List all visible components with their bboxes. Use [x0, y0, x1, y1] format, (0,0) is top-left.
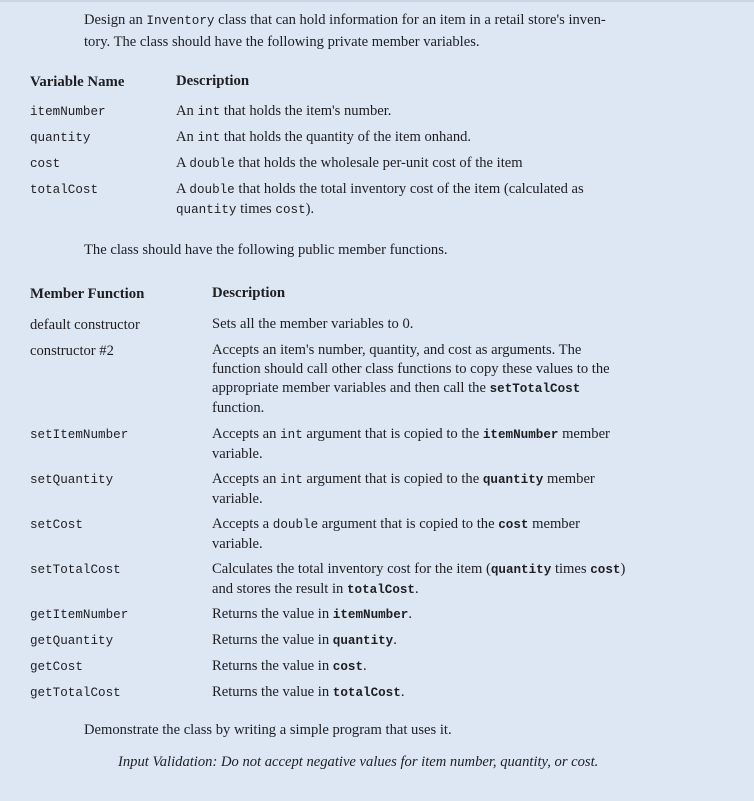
function-name: setTotalCost — [30, 563, 121, 577]
header-variable-name: Variable Name — [30, 74, 125, 90]
function-name: getQuantity — [30, 634, 114, 648]
function-description: Accepts a double argument that is copied to the cost member variable. — [212, 516, 580, 552]
demonstrate-text: Demonstrate the class by writing a simple program that uses it. — [84, 722, 452, 738]
function-name: setCost — [30, 518, 83, 532]
variable-description: An int that holds the quantity of the item onhand. — [176, 129, 472, 145]
function-description: Calculates the total inventory cost for the item (quantity times cost) and stores the result in totalCost. — [212, 561, 626, 597]
intro-paragraph — [84, 10, 704, 53]
variable-description: A double that holds the wholesale per-unit cost of the item — [176, 155, 523, 171]
top-rule — [0, 0, 754, 2]
variable-name: totalCost — [30, 183, 99, 197]
function-description: Accepts an int argument that is copied to the quantity member variable. — [212, 471, 595, 507]
function-description: Accepts an int argument that is copied to the itemNumber member variable. — [212, 426, 610, 462]
function-description: Returns the value in totalCost. — [212, 684, 405, 700]
intro-text-2: class that can hold information for an item in a retail store's inven- — [214, 12, 606, 28]
function-description: Returns the value in quantity. — [212, 632, 397, 648]
function-name: constructor #2 — [30, 343, 114, 359]
function-name: setItemNumber — [30, 428, 129, 442]
function-name: default constructor — [30, 317, 140, 333]
variable-name: cost — [30, 157, 61, 171]
function-name: getTotalCost — [30, 686, 121, 700]
intro-text-3: tory. The class should have the following private member variables. — [84, 34, 480, 50]
intro-text-1: Design an — [84, 12, 147, 28]
variable-name: quantity — [30, 131, 91, 145]
function-description: Sets all the member variables to 0. — [212, 316, 414, 332]
function-name: getItemNumber — [30, 608, 129, 622]
function-name: setQuantity — [30, 473, 114, 487]
header-member-function: Member Function — [30, 286, 145, 302]
variable-description: An int that holds the item's number. — [176, 103, 392, 119]
function-description: Returns the value in itemNumber. — [212, 606, 413, 622]
intro-class-name: Inventory — [146, 14, 215, 28]
function-description: Returns the value in cost. — [212, 658, 367, 674]
header-description: Description — [176, 73, 250, 89]
variable-name: itemNumber — [30, 105, 106, 119]
variable-description: A double that holds the total inventory cost of the item (calculated as quantity times cost). — [176, 181, 584, 217]
function-name: getCost — [30, 660, 83, 674]
function-description: Accepts an item's number, quantity, and cost as arguments. The function should call other class functions to copy these values to the appropriate member variables and then call the setTotalCost function. — [212, 342, 610, 416]
functions-intro: The class should have the following public member functions. — [84, 242, 448, 258]
input-validation-text: Input Validation: Do not accept negative values for item number, quantity, or cost. — [118, 754, 599, 770]
header-description: Description — [212, 285, 286, 301]
